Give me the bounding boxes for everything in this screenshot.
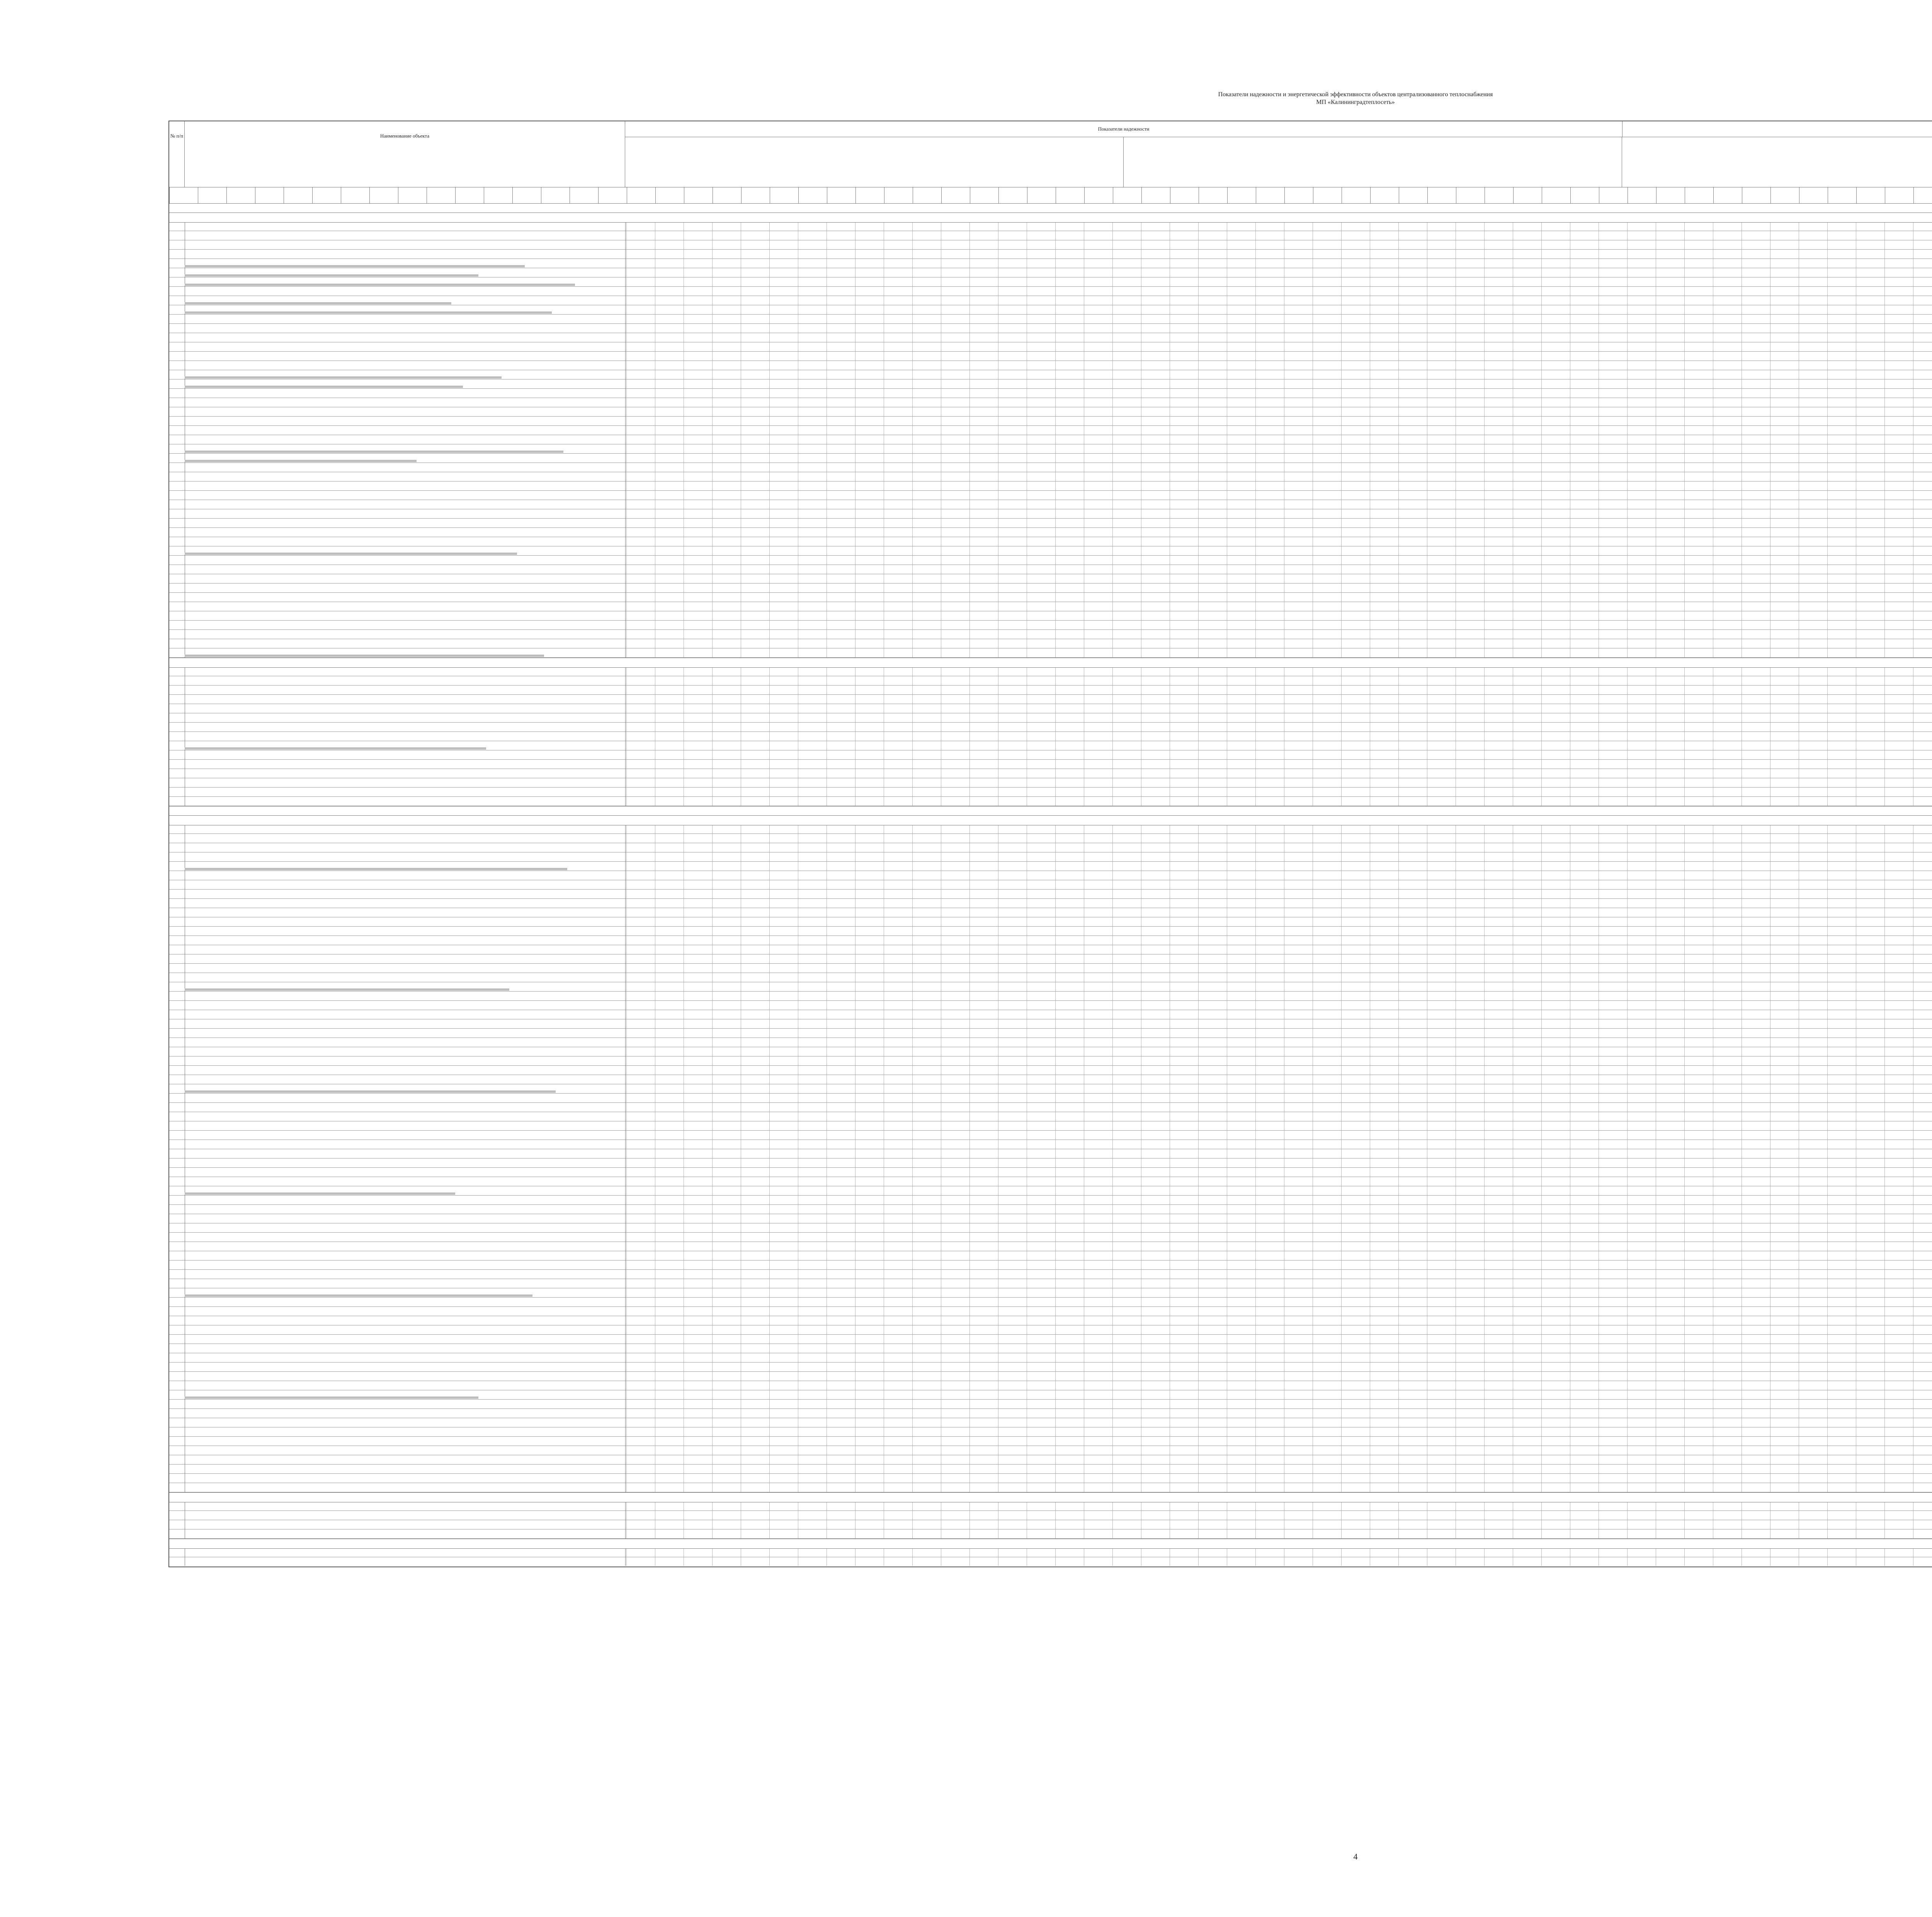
- row-number-column: [169, 203, 185, 1566]
- text-line: [185, 284, 575, 286]
- text-line: [185, 265, 525, 267]
- text-line: [185, 747, 486, 750]
- group-row: [169, 1492, 1932, 1502]
- header-sub-3: [1622, 137, 1932, 187]
- name-column: [169, 203, 626, 1566]
- column-number-row: [169, 187, 1932, 204]
- header-sub-1: [625, 137, 1124, 187]
- group-row: [169, 213, 1932, 223]
- header-num: № п/п: [169, 121, 185, 187]
- group-row: [169, 1539, 1932, 1549]
- text-line: [185, 1192, 455, 1195]
- group-row: [169, 203, 1932, 213]
- text-line: [185, 655, 544, 657]
- text-line: [185, 1090, 556, 1093]
- header-name: Наименование объекта: [185, 121, 625, 187]
- header-sub-2: [1124, 137, 1622, 187]
- text-line: [185, 988, 509, 991]
- page-number: 4: [1353, 1852, 1358, 1861]
- text-line: [185, 451, 563, 453]
- text-line: [185, 274, 478, 277]
- text-line: [185, 311, 552, 314]
- title-line-2: МП «Калининградтеплосеть»: [1316, 99, 1395, 105]
- group-row: [169, 806, 1932, 816]
- text-line: [185, 1294, 532, 1297]
- header-reliability-group: Показатели надежности: [625, 121, 1622, 137]
- title-line-1: Показатели надежности и энергетической эффективности объектов централизованного теплоснабжения: [1218, 91, 1493, 98]
- text-line: [185, 460, 417, 462]
- group-row: [169, 815, 1932, 825]
- text-line: [185, 553, 517, 555]
- group-row: [169, 658, 1932, 668]
- table-header: [169, 121, 1932, 204]
- table-body: [169, 203, 1932, 1566]
- text-line: [185, 376, 502, 379]
- indicator-table: [168, 121, 1932, 1567]
- header-efficiency-group: [1622, 121, 1932, 137]
- text-line: [185, 868, 567, 870]
- text-line: [185, 386, 463, 388]
- text-line: [185, 1397, 478, 1399]
- text-line: [185, 302, 451, 304]
